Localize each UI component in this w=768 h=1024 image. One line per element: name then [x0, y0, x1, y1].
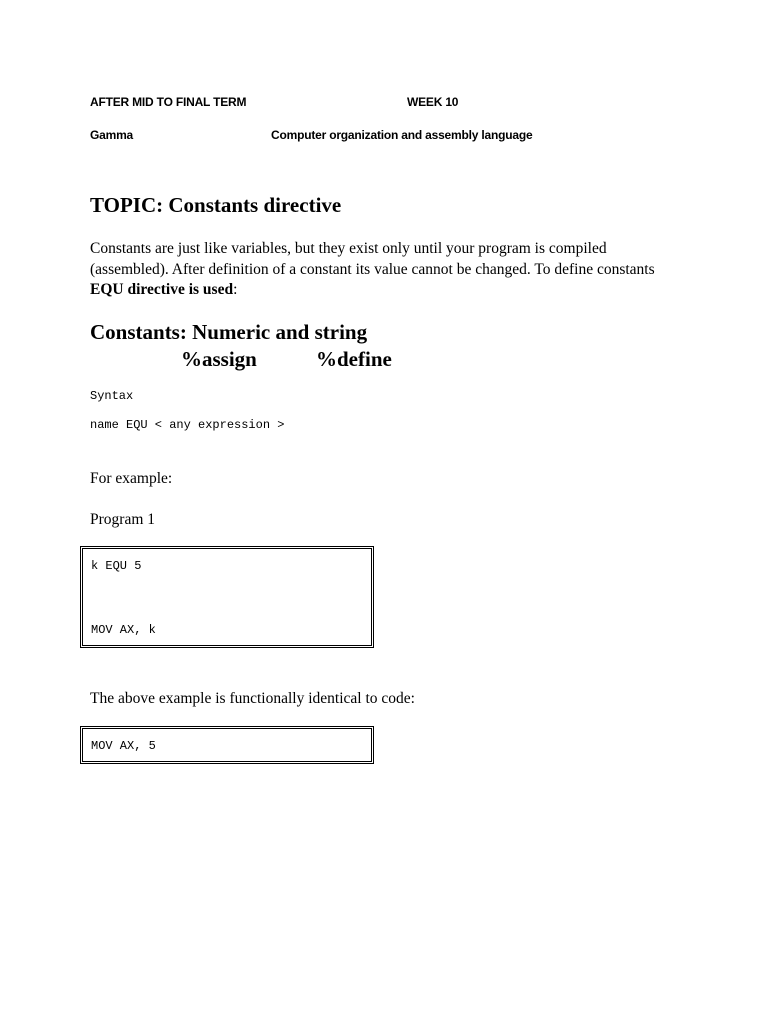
equivalent-code-box [80, 726, 374, 764]
equivalent-code-line: MOV AX, 5 [91, 739, 156, 753]
equivalence-text: The above example is functionally identical to code: [90, 690, 415, 707]
intro-bold-text: EQU directive is used [90, 281, 234, 298]
assign-directive: %assign [181, 347, 257, 371]
syntax-form: name EQU < any expression > [90, 418, 285, 432]
syntax-label: Syntax [90, 389, 134, 403]
program-code-line-1: k EQU 5 [91, 559, 142, 573]
header-section: Gamma [90, 128, 134, 142]
intro-end: : [233, 281, 238, 298]
constants-heading: Constants: Numeric and string [90, 320, 368, 344]
program-title: Program 1 [90, 511, 156, 528]
topic-heading: TOPIC: Constants directive [90, 193, 342, 217]
header-week: WEEK 10 [407, 95, 459, 109]
program-code-line-2: MOV AX, k [91, 623, 156, 637]
for-example-text: For example: [90, 470, 173, 487]
program-code-box [80, 546, 374, 648]
intro-paragraph [90, 239, 670, 301]
header-term: AFTER MID TO FINAL TERM [90, 95, 247, 109]
define-directive: %define [316, 347, 392, 371]
intro-text: Constants are just like variables, but they exist only until your program is compiled (assembled). After definition of a constant its value cannot be changed. To define constants [90, 240, 655, 278]
header-course: Computer organization and assembly language [271, 128, 533, 142]
